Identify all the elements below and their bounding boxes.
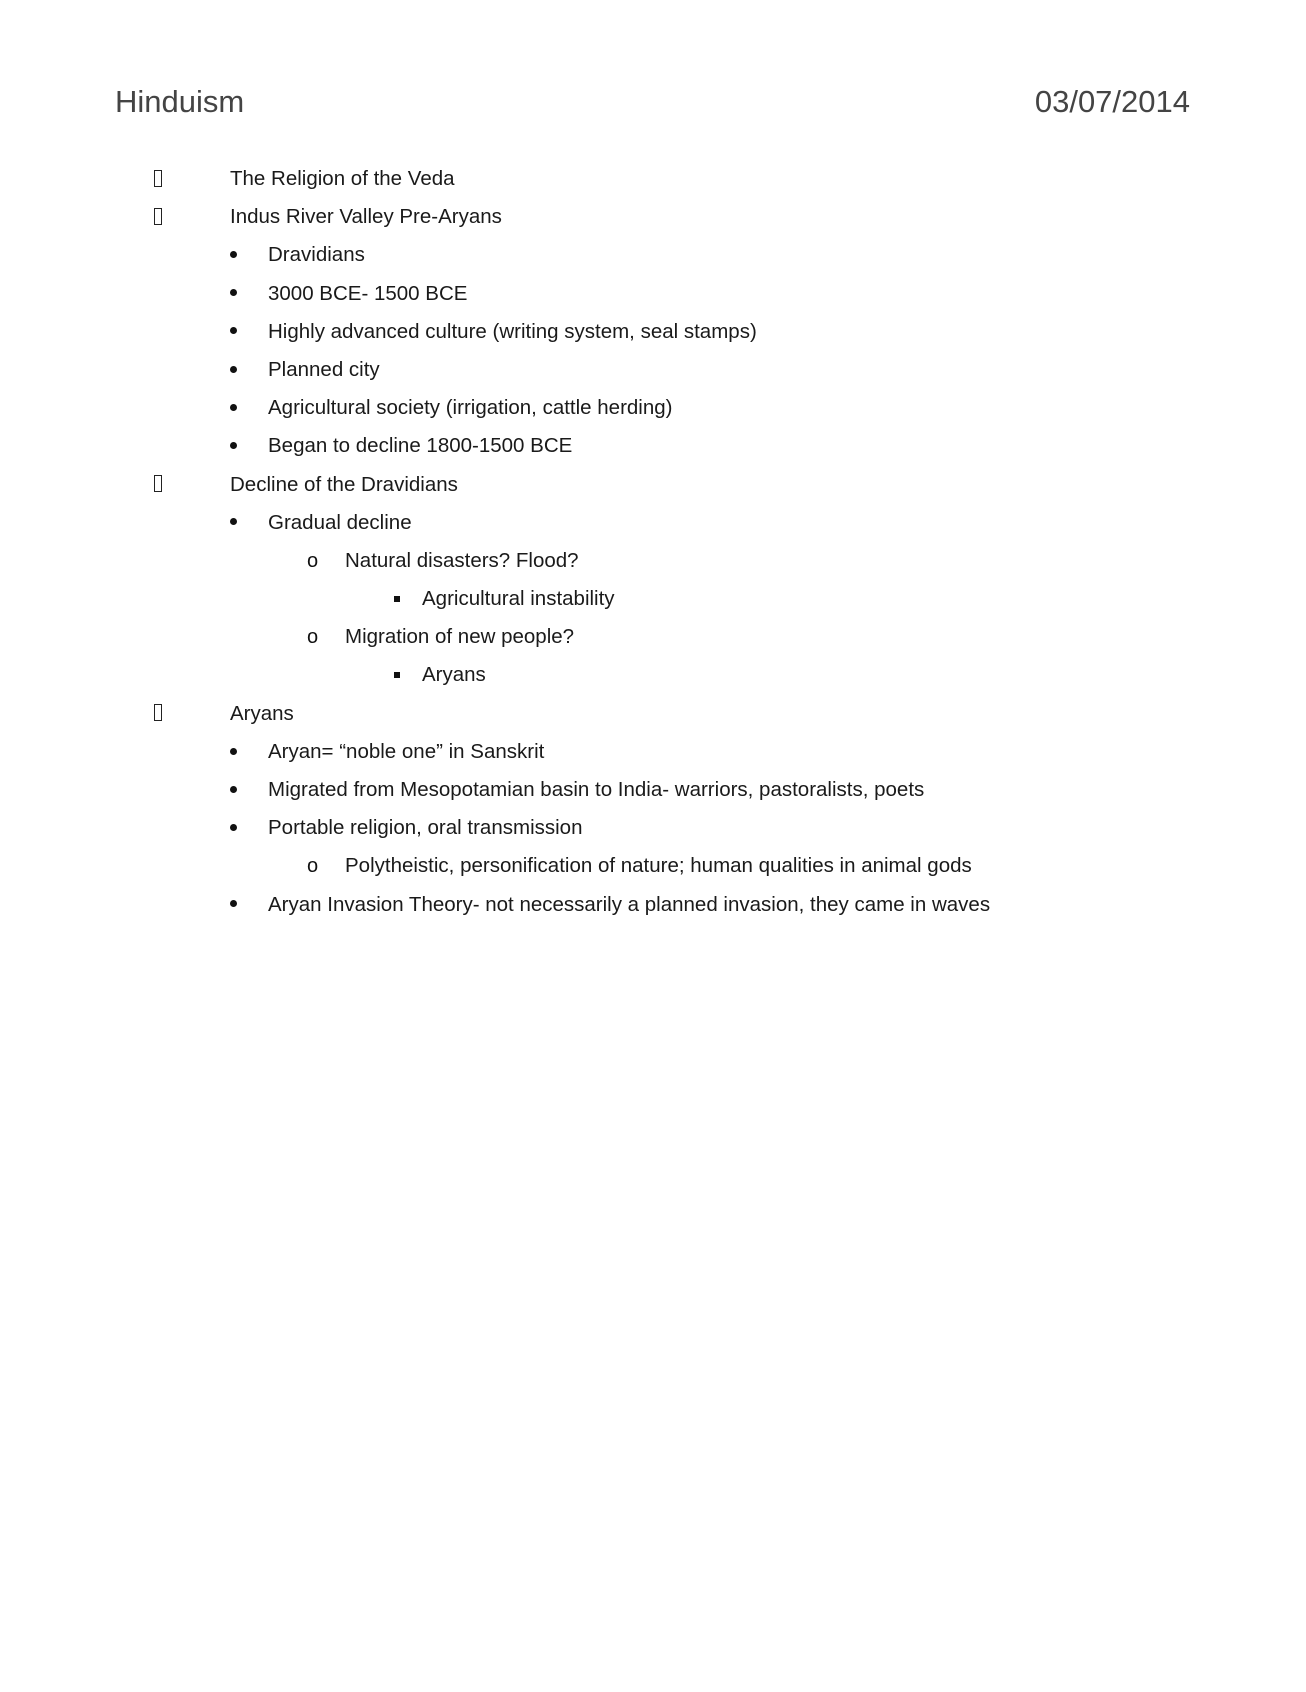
- document-title: Hinduism: [115, 84, 245, 119]
- dot-bullet-icon: [230, 389, 237, 427]
- dot-bullet-icon: [230, 771, 237, 809]
- outline-item-text: Polytheistic, personification of nature; human qualities in animal gods: [345, 854, 972, 878]
- dot-bullet-icon: [230, 236, 237, 274]
- outline-item: [0, 580, 1306, 618]
- outline-item: [0, 198, 1306, 236]
- dot-bullet-icon: [230, 886, 237, 924]
- circle-bullet-icon: o: [307, 626, 319, 649]
- outline-item-text: Indus River Valley Pre-Aryans: [230, 205, 502, 229]
- outline-item-text: Agricultural instability: [422, 587, 615, 611]
- square-bullet-icon: [394, 656, 400, 694]
- outline-item: [0, 886, 1306, 924]
- outline-item-text: Aryans: [422, 663, 486, 687]
- dot-bullet-icon: [230, 809, 237, 847]
- document-header: [115, 80, 1190, 124]
- dot-bullet-icon: [230, 427, 237, 465]
- outline-item-text: Migrated from Mesopotamian basin to India- warriors, pastoralists, poets: [268, 778, 925, 801]
- outline-item-text: 3000 BCE- 1500 BCE: [268, 281, 468, 305]
- outline-item-text: Dravidians: [268, 243, 365, 267]
- outline-item: [0, 542, 1306, 580]
- outline-item: [0, 504, 1306, 542]
- outline-item-text: Planned city: [268, 357, 380, 381]
- outline-item-text: Agricultural society (irrigation, cattle herding): [268, 396, 673, 420]
- outline-item: [0, 427, 1306, 465]
- dot-bullet-icon: [230, 504, 237, 542]
- outline-item: [0, 466, 1306, 504]
- notes-outline: [0, 160, 1306, 924]
- circle-bullet-icon: o: [307, 855, 319, 878]
- outline-item: [0, 733, 1306, 771]
- outline-item: [0, 771, 1306, 809]
- square-bullet-icon: [394, 580, 400, 618]
- outline-item-text: Portable religion, oral transmission: [268, 816, 583, 840]
- outline-item: [0, 809, 1306, 847]
- dot-bullet-icon: [230, 351, 237, 389]
- document-date: 03/07/2014: [1034, 84, 1190, 119]
- outline-item-text: Gradual decline: [268, 510, 412, 534]
- box-bullet-icon: [154, 466, 162, 504]
- box-bullet-icon: [154, 695, 162, 733]
- outline-item-text: Aryans: [230, 701, 294, 725]
- dot-bullet-icon: [230, 733, 237, 771]
- outline-item-text: Decline of the Dravidians: [230, 472, 458, 496]
- outline-item-text: Highly advanced culture (writing system, seal stamps): [268, 319, 757, 343]
- outline-item: [0, 313, 1306, 351]
- outline-item-text: The Religion of the Veda: [230, 167, 455, 190]
- outline-item: [0, 236, 1306, 274]
- dot-bullet-icon: [230, 275, 237, 313]
- outline-item: [0, 275, 1306, 313]
- dot-bullet-icon: [230, 313, 237, 351]
- outline-item-text: Migration of new people?: [345, 625, 575, 649]
- outline-item-text: Began to decline 1800-1500 BCE: [268, 434, 573, 458]
- outline-item: [0, 160, 1306, 198]
- outline-item: [0, 618, 1306, 656]
- outline-item: [0, 389, 1306, 427]
- outline-item-text: Aryan= “noble one” in Sanskrit: [268, 739, 545, 763]
- outline-item: [0, 695, 1306, 733]
- outline-item: [0, 656, 1306, 694]
- box-bullet-icon: [154, 198, 162, 236]
- outline-item-text: Natural disasters? Flood?: [345, 548, 579, 572]
- outline-item: [0, 351, 1306, 389]
- box-bullet-icon: [154, 160, 162, 198]
- outline-item-text: Aryan Invasion Theory- not necessarily a planned invasion, they came in waves: [268, 892, 991, 916]
- outline-item: [0, 847, 1306, 885]
- circle-bullet-icon: o: [307, 549, 319, 572]
